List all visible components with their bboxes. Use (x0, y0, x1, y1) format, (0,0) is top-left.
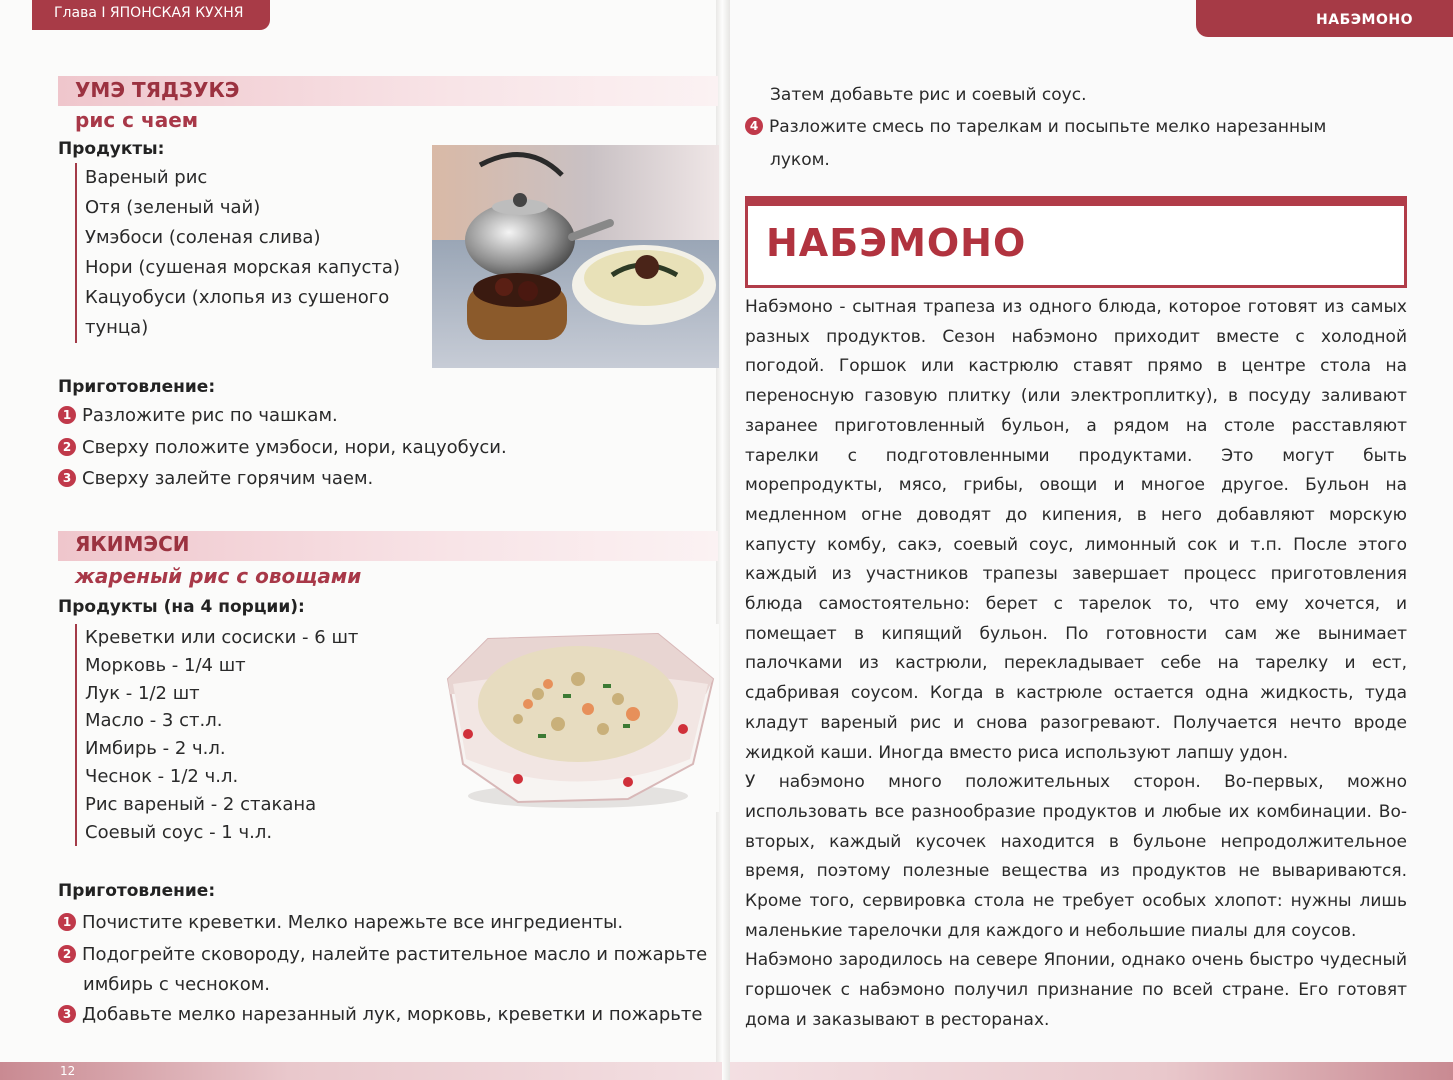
ingredient-item: Чеснок - 1/2 ч.л. (85, 765, 239, 787)
step-text: Разложите рис по чашкам. (82, 405, 338, 426)
recipe1-title: УМЭ ТЯДЗУКЭ (75, 78, 240, 102)
recipe2-title: ЯКИМЭСИ (75, 532, 190, 556)
step3-continuation: Затем добавьте рис и соевый соус. (770, 85, 1087, 105)
ingredient-item: Умэбоси (соленая слива) (85, 227, 321, 248)
ingredient-item: Лук - 1/2 шт (85, 682, 200, 704)
chapter-tab (32, 0, 270, 30)
page-number: 12 (60, 1064, 76, 1078)
ingredient-item: Кацуобуси (хлопья из сушеного (85, 287, 390, 308)
ingredient-item: Имбирь - 2 ч.л. (85, 738, 226, 760)
step-number: 4 (745, 117, 763, 135)
step-text: Разложите смесь по тарелкам и посыпьте мелко нарезанным (769, 117, 1327, 137)
recipe2-step-3 (58, 1000, 720, 1030)
ingredient-item: Соевый соус - 1 ч.л. (85, 821, 273, 843)
step-text: Подогрейте сковороду, налейте растительное масло и пожарьте (82, 944, 708, 965)
recipe1-step-2 (58, 433, 507, 463)
recipe1-subtitle: рис с чаем (75, 108, 199, 132)
recipe2-step-2 (58, 940, 718, 970)
ingredient-item: Масло - 3 ст.л. (85, 710, 223, 732)
ingredient-item: Морковь - 1/4 шт (85, 654, 246, 676)
recipe2-prep-label: Приготовление: (58, 881, 216, 901)
recipe1-prep-label: Приготовление: (58, 377, 216, 397)
step-number: 3 (58, 469, 76, 487)
recipe2-ingredients-label: Продукты (на 4 порции): (58, 597, 305, 617)
article-paragraph: У набэмоно много положительных сторон. Во-первых, можно использовать все разнообразие продуктов и любые их комбинации. Во-вторых, каждый кусочек находится в бульоне непродолжительное время, поэтому полезные вещества из продуктов не вывариваются. Кроме того, сервировка стола не требует особых хлопот: нужны лишь маленькие тарелочки для каждого и небольшие пиалы для соусов. (745, 772, 1407, 941)
ingredient-item: Рис вареный - 2 стакана (85, 793, 317, 815)
article-paragraph: Набэмоно - сытная трапеза из одного блюда, которое готовят из самых разных продуктов. Сезон набэмоно приходит вместе с холодной погодой. Горшок или кастрюлю ставят прямо в центре стола на переносную газовую плитку (или электроплитку), в посуду заливают заранее приготовленный бульон, а рядом на столе расставляют тарелки с подготовленными продуктами. Это могут быть морепродукты, мясо, грибы, овощи и многое другое. Бульон на медленном огне доводят до кипения, в него добавляют морскую капусту комбу, сакэ, соевый соус, лимонный сок и т.п. После этого каждый из участников трапезы завершает процесс приготовления блюда самостоятельно: берет с тарелок то, что ему хочется, и помещает в кипящий бульон. По готовности сам же вынимает палочками из кастрюли, перекладывает себе на тарелку и ест, сдабривая соусом. Когда в кастрюле остается одна жидкость, туда кладут вареный рис и снова разогревают. Получается нечто вроде жидкой каши. Иногда вместо риса используют лапшу удон. (745, 297, 1407, 763)
recipe2-step-1 (58, 908, 623, 938)
step-number: 1 (58, 406, 76, 424)
section-tab (1196, 0, 1453, 37)
recipe1-ingredients (75, 163, 400, 343)
step-number: 2 (58, 438, 76, 456)
article-body (745, 293, 1407, 1036)
recipe1-step-1 (58, 401, 338, 431)
step-number: 2 (58, 945, 76, 963)
recipe2-step-2-cont: имбирь с чесноком. (83, 974, 271, 995)
chapter-tab-label: Глава I ЯПОНСКАЯ КУХНЯ (54, 5, 244, 21)
left-footer-bar (0, 1062, 722, 1080)
ingredient-item: тунца) (85, 317, 149, 338)
article-paragraph: Набэмоно зародилось на севере Японии, однако очень быстро чудесный горшочек с набэмоно получил признание по всей стране. Его готовят дома и заказывают в ресторанах. (745, 950, 1407, 1030)
ingredient-item: Нори (сушеная морская капуста) (85, 257, 400, 278)
recipe2-step-4-cont: луком. (770, 150, 830, 170)
right-footer-bar (730, 1062, 1453, 1080)
step-text: Сверху залейте горячим чаем. (82, 468, 374, 489)
recipe1-step-3 (58, 464, 373, 494)
fried-rice-photo (428, 624, 719, 812)
recipe1-ingredients-label: Продукты: (58, 139, 165, 159)
article-title: НАБЭМОНО (766, 221, 1027, 265)
step-number: 1 (58, 913, 76, 931)
recipe2-subtitle: жареный рис с овощами (75, 564, 362, 588)
step-text: Добавьте мелко нарезанный лук, морковь, креветки и пожарьте (82, 1004, 703, 1025)
ingredient-item: Вареный рис (85, 167, 208, 188)
step-number: 3 (58, 1005, 76, 1023)
recipe2-step-4 (745, 112, 1326, 142)
section-tab-label: НАБЭМОНО (1316, 12, 1413, 28)
article-title-box (745, 196, 1407, 288)
ingredient-item: Отя (зеленый чай) (85, 197, 261, 218)
step-text: Почистите креветки. Мелко нарежьте все ингредиенты. (82, 912, 624, 933)
recipe2-ingredients (75, 624, 358, 846)
ingredient-item: Креветки или сосиски - 6 шт (85, 627, 359, 648)
step-text: Сверху положите умэбоси, нори, кацуобуси. (82, 437, 507, 458)
tea-rice-photo (432, 145, 719, 368)
